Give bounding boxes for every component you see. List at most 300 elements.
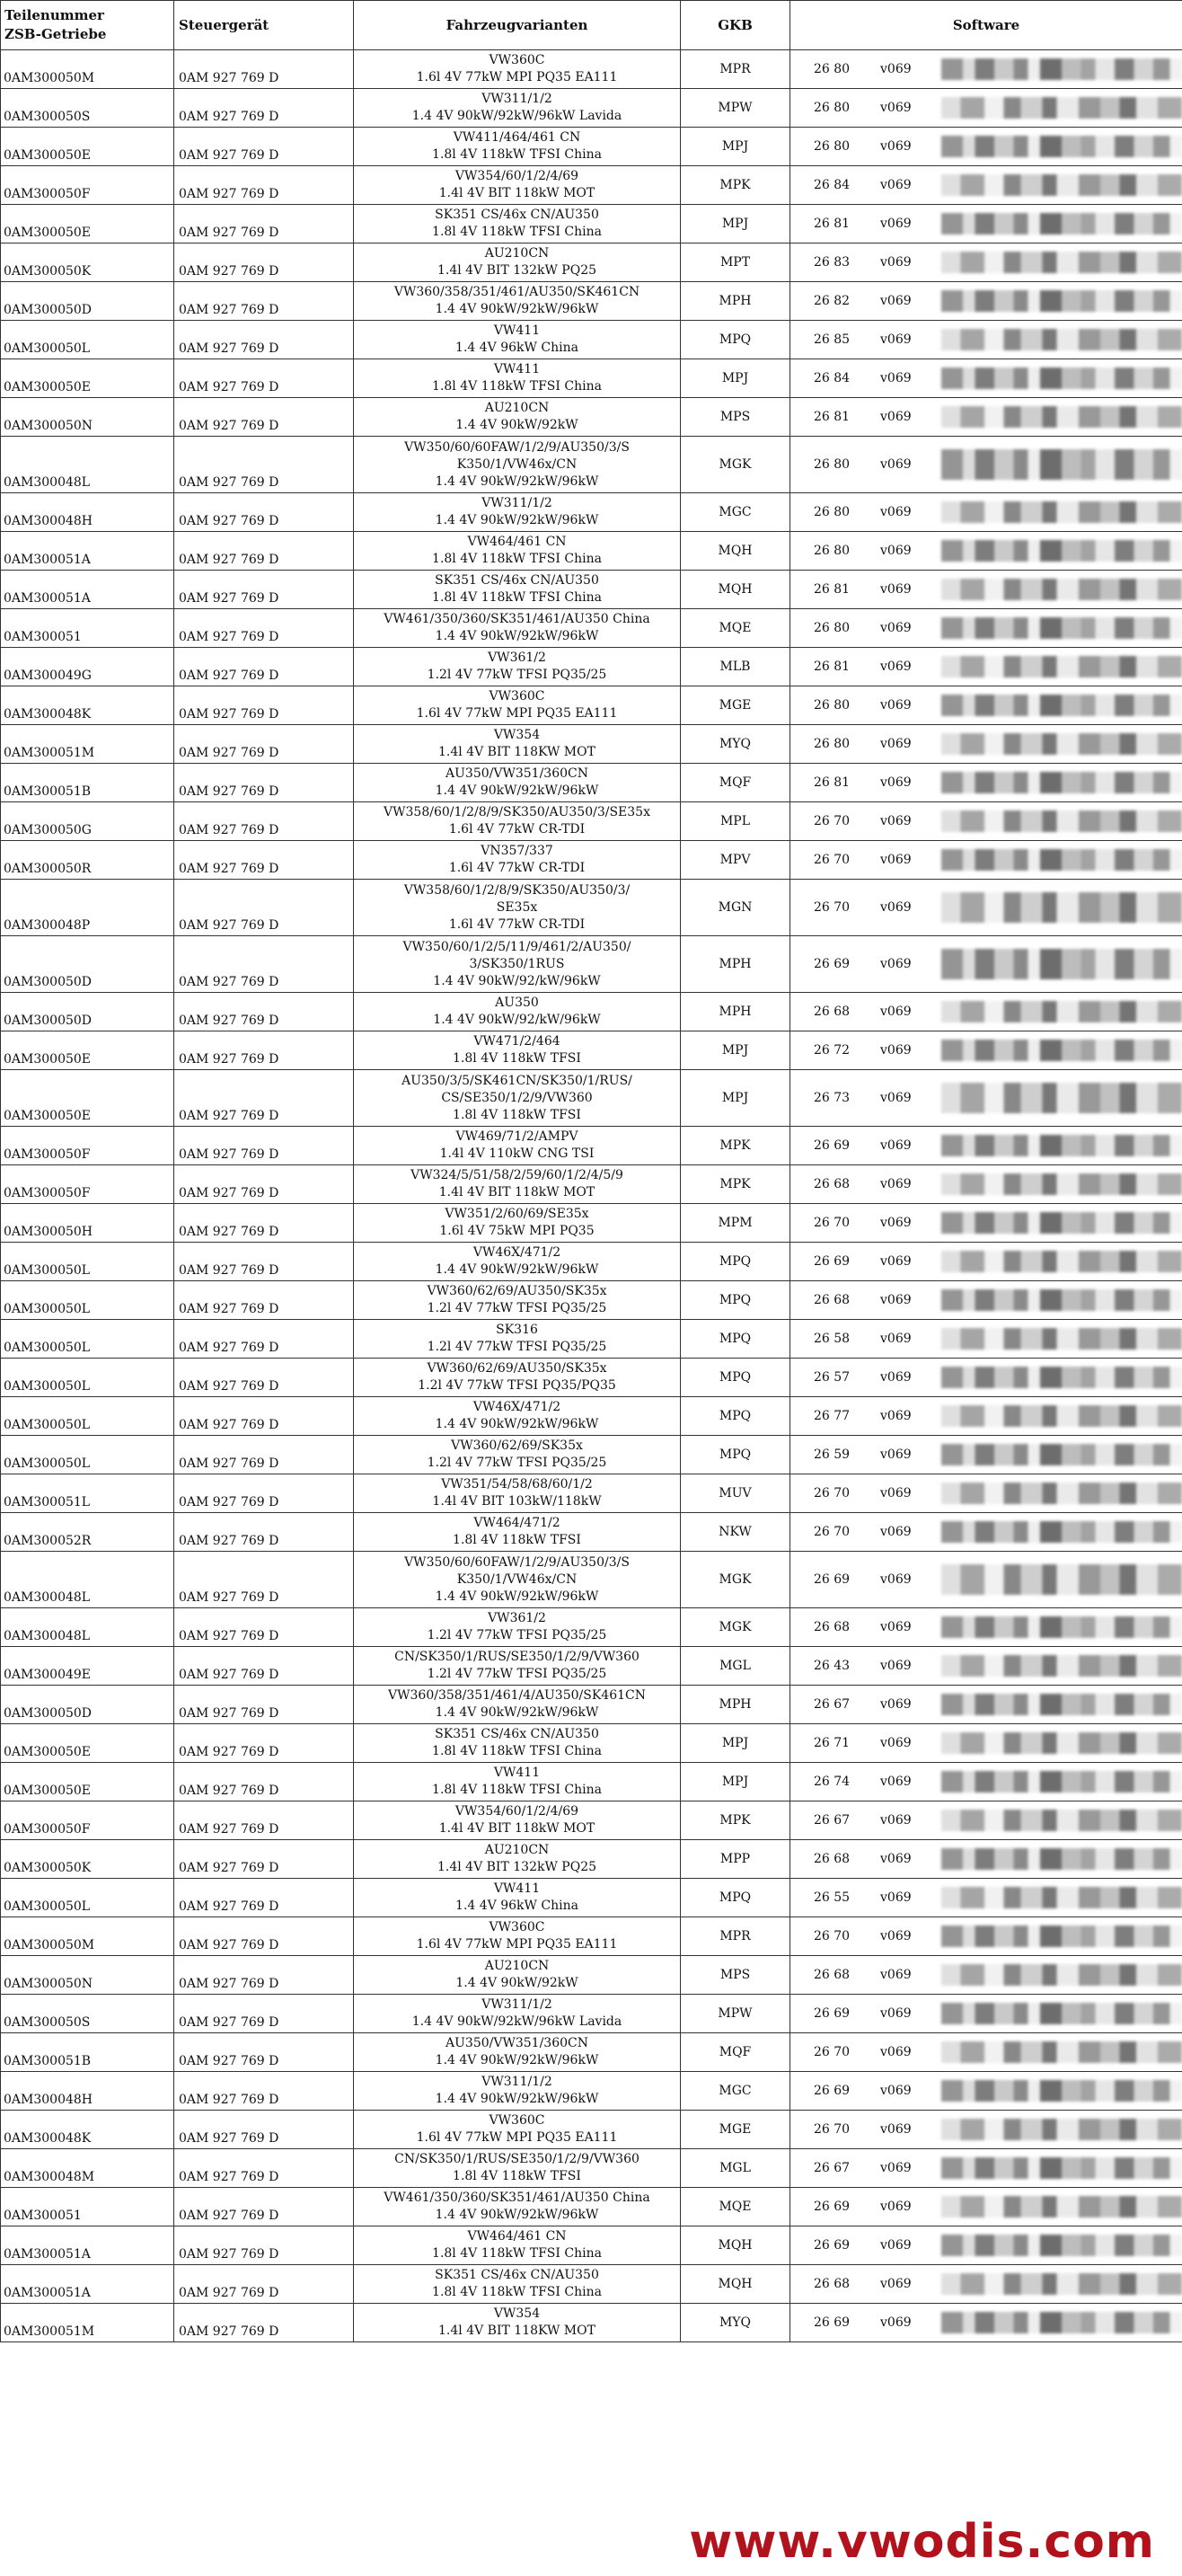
ecu-cell: 0AM 927 769 D [174, 1724, 354, 1763]
ecu-cell: 0AM 927 769 D [174, 282, 354, 321]
table-row [1, 609, 1182, 648]
software-cell [790, 764, 1182, 802]
software-version: 26 69 [814, 2006, 851, 2021]
variant-line: 1.4 4V 96kW China [455, 341, 578, 355]
variants-cell [354, 2304, 681, 2342]
ecu-cell: 0AM 927 769 D [174, 2265, 354, 2304]
table-row [1, 2072, 1182, 2111]
software-cell [790, 1917, 1182, 1956]
redacted-software-blur [941, 2157, 1182, 2179]
table-row [1, 398, 1182, 437]
ecu-cell: 0AM 927 769 D [174, 880, 354, 936]
table-row [1, 1647, 1182, 1686]
software-cell [790, 841, 1182, 880]
gkb-cell: NKW [681, 1513, 790, 1552]
variant-line: VW360C [489, 53, 545, 67]
software-cell [790, 2265, 1182, 2304]
variants-cell [354, 686, 681, 725]
software-code: v069 [880, 371, 912, 385]
software-version: 26 70 [814, 1525, 851, 1539]
ecu-cell: 0AM 927 769 D [174, 993, 354, 1031]
variant-line: VW354/60/1/2/4/69 [454, 1804, 579, 1819]
variants-cell [354, 1608, 681, 1647]
variants-cell [354, 1070, 681, 1127]
variant-line: 1.8l 4V 118kW TFSI [453, 1107, 581, 1122]
table-row [1, 2033, 1182, 2072]
variant-line: VW324/5/51/58/2/59/60/1/2/4/5/9 [410, 1168, 623, 1182]
software-code: v069 [880, 659, 912, 674]
redacted-software-blur [941, 1405, 1182, 1427]
variant-line: VW471/2/464 [473, 1034, 560, 1049]
gkb-cell: MPW [681, 89, 790, 128]
redacted-software-blur [941, 501, 1182, 523]
software-code: v069 [880, 294, 912, 308]
redacted-software-blur [941, 2119, 1182, 2140]
variant-line: VW351/54/58/68/60/1/2 [441, 1477, 593, 1492]
software-cell [790, 1686, 1182, 1724]
table-row [1, 686, 1182, 725]
ecu-cell: 0AM 927 769 D [174, 128, 354, 166]
variant-line: SK351 CS/46x CN/AU350 [435, 573, 599, 588]
software-cell [790, 1397, 1182, 1436]
software-version: 26 72 [814, 1043, 851, 1058]
table-row [1, 841, 1182, 880]
part-number-cell: 0AM300050M [1, 1917, 174, 1956]
part-number-cell: 0AM300051A [1, 2265, 174, 2304]
redacted-software-blur [941, 2196, 1182, 2217]
variant-line: AU210CN [484, 401, 550, 415]
software-code: v069 [880, 2315, 912, 2330]
gkb-cell: MGE [681, 2111, 790, 2149]
ecu-cell: 0AM 927 769 D [174, 1513, 354, 1552]
software-version: 26 69 [814, 1138, 851, 1153]
gkb-cell: MPL [681, 802, 790, 841]
variant-line: VW311/1/2 [481, 1997, 552, 2012]
variant-line: VW358/60/1/2/8/9/SK350/AU350/3/SE35x [384, 805, 650, 819]
software-code: v069 [880, 957, 912, 971]
variant-line: VW361/2 [488, 651, 546, 665]
software-code: v069 [880, 2161, 912, 2175]
software-version: 26 80 [814, 139, 851, 154]
software-cell [790, 1801, 1182, 1840]
software-code: v069 [880, 1332, 912, 1346]
variants-cell [354, 2265, 681, 2304]
software-cell [790, 359, 1182, 398]
part-number-cell: 0AM300048P [1, 880, 174, 936]
redacted-software-blur [941, 849, 1182, 871]
software-version: 26 69 [814, 1254, 851, 1269]
software-version: 26 68 [814, 1852, 851, 1866]
part-number-cell: 0AM300048L [1, 1552, 174, 1608]
redacted-software-blur [941, 1925, 1182, 1947]
part-number-cell: 0AM300051A [1, 571, 174, 609]
software-cell [790, 1281, 1182, 1320]
variant-line: 1.4 4V 90kW/92/kW/96kW [433, 973, 601, 988]
variant-line: VW360/62/69/AU350/SK35x [427, 1284, 607, 1298]
variant-line: 1.8l 4V 118kW TFSI China [432, 1744, 602, 1758]
variants-cell [354, 2033, 681, 2072]
redacted-software-blur [941, 1289, 1182, 1311]
software-version: 26 80 [814, 737, 851, 751]
part-number-cell: 0AM300048K [1, 686, 174, 725]
variant-line: 1.6l 4V 77kW MPI PQ35 EA111 [416, 70, 618, 84]
variants-cell [354, 648, 681, 686]
software-code: v069 [880, 178, 912, 192]
software-version: 26 73 [814, 1091, 851, 1105]
variant-line: SK351 CS/46x CN/AU350 [435, 1727, 599, 1741]
software-cell [790, 1513, 1182, 1552]
variant-line: 1.4 4V 90kW/92kW/96kW Lavida [411, 2014, 622, 2029]
part-number-cell: 0AM300049G [1, 648, 174, 686]
part-number-cell: 0AM300050D [1, 993, 174, 1031]
variant-line: VW464/461 CN [467, 535, 567, 549]
variant-line: 1.4 4V 90kW/92kW/96kW [435, 1589, 599, 1604]
part-number-cell: 0AM300048H [1, 493, 174, 532]
table-row [1, 1359, 1182, 1397]
variants-cell [354, 802, 681, 841]
part-number-cell: 0AM300048K [1, 2111, 174, 2149]
ecu-cell: 0AM 927 769 D [174, 1031, 354, 1070]
gkb-cell: MPK [681, 1801, 790, 1840]
variants-cell [354, 1397, 681, 1436]
software-cell [790, 166, 1182, 205]
table-row [1, 1031, 1182, 1070]
gkb-cell: MUV [681, 1474, 790, 1513]
redacted-software-blur [941, 1810, 1182, 1831]
software-version: 26 43 [814, 1659, 851, 1673]
software-cell [790, 1840, 1182, 1879]
software-code: v069 [880, 217, 912, 231]
variants-cell [354, 89, 681, 128]
variant-line: VW46X/471/2 [472, 1245, 561, 1260]
redacted-software-blur [941, 97, 1182, 119]
gkb-cell: MQE [681, 609, 790, 648]
ecu-cell: 0AM 927 769 D [174, 648, 354, 686]
table-row [1, 936, 1182, 993]
software-version: 26 70 [814, 1929, 851, 1943]
part-number-cell: 0AM300050E [1, 1031, 174, 1070]
software-cell [790, 1243, 1182, 1281]
variants-cell [354, 1474, 681, 1513]
variant-line: 1.2l 4V 77kW TFSI PQ35/25 [427, 1667, 607, 1681]
variant-line: 1.4 4V 90kW/92kW/96kW [435, 1705, 599, 1720]
variants-cell [354, 1995, 681, 2033]
ecu-cell: 0AM 927 769 D [174, 243, 354, 282]
ecu-cell: 0AM 927 769 D [174, 1127, 354, 1165]
variants-cell [354, 398, 681, 437]
ecu-cell: 0AM 927 769 D [174, 2149, 354, 2188]
redacted-software-blur [941, 1694, 1182, 1715]
gkb-cell: MPJ [681, 128, 790, 166]
gkb-cell: MPS [681, 1956, 790, 1995]
software-code: v069 [880, 101, 912, 115]
part-number-cell: 0AM300050L [1, 1281, 174, 1320]
software-cell [790, 1995, 1182, 2033]
software-version: 26 80 [814, 544, 851, 558]
table-row [1, 880, 1182, 936]
part-number-cell: 0AM300050K [1, 243, 174, 282]
table-row [1, 764, 1182, 802]
ecu-cell: 0AM 927 769 D [174, 1608, 354, 1647]
header-part-sublabel: ZSB-Getriebe [4, 26, 107, 42]
redacted-software-blur [941, 1040, 1182, 1061]
variant-line: VW311/1/2 [481, 496, 552, 510]
redacted-software-blur [941, 1367, 1182, 1388]
redacted-software-blur [941, 136, 1182, 157]
software-code: v069 [880, 1005, 912, 1019]
header-part-number [1, 1, 174, 50]
ecu-cell: 0AM 927 769 D [174, 532, 354, 571]
software-cell [790, 1474, 1182, 1513]
variant-line: AU350/VW351/360CN [445, 2036, 588, 2050]
ecu-cell: 0AM 927 769 D [174, 936, 354, 993]
ecu-cell: 0AM 927 769 D [174, 2072, 354, 2111]
variant-line: AU210CN [484, 246, 550, 261]
software-cell [790, 89, 1182, 128]
redacted-software-blur [941, 1521, 1182, 1543]
ecu-cell: 0AM 927 769 D [174, 1686, 354, 1724]
redacted-software-blur [941, 1848, 1182, 1870]
variant-line: 1.2l 4V 77kW TFSI PQ35/25 [427, 1340, 607, 1354]
software-cell [790, 1552, 1182, 1608]
variants-cell [354, 1840, 681, 1879]
gkb-cell: MPQ [681, 1320, 790, 1359]
variant-line: 1.4l 4V 110kW CNG TSI [439, 1146, 595, 1161]
gkb-cell: MPQ [681, 1243, 790, 1281]
variant-line: VW411 [493, 362, 541, 376]
variants-cell [354, 1956, 681, 1995]
variant-line: 1.2l 4V 77kW TFSI PQ35/25 [427, 1456, 607, 1470]
table-row [1, 725, 1182, 764]
part-number-cell: 0AM300050E [1, 205, 174, 243]
variants-cell [354, 1127, 681, 1165]
variant-line: 1.2l 4V 77kW TFSI PQ35/PQ35 [418, 1378, 616, 1393]
gkb-cell: MQH [681, 2265, 790, 2304]
variant-line: VW360/62/69/SK35x [451, 1438, 583, 1453]
gkb-cell: MPQ [681, 1359, 790, 1397]
variant-line: VW354 [493, 2306, 541, 2321]
gkb-cell: MPK [681, 1127, 790, 1165]
software-version: 26 70 [814, 900, 851, 915]
gkb-cell: MPQ [681, 1879, 790, 1917]
variant-line: VN357/337 [481, 844, 553, 858]
software-version: 26 69 [814, 2084, 851, 2098]
variant-line: 1.4 4V 90kW/92kW [455, 418, 578, 432]
variants-cell [354, 880, 681, 936]
redacted-software-blur [941, 213, 1182, 235]
software-code: v069 [880, 1852, 912, 1866]
ecu-cell: 0AM 927 769 D [174, 2304, 354, 2342]
software-code: v069 [880, 2006, 912, 2021]
software-cell [790, 532, 1182, 571]
part-number-cell: 0AM300051A [1, 2226, 174, 2265]
part-number-cell: 0AM300050F [1, 1127, 174, 1165]
table-row [1, 648, 1182, 686]
gkb-cell: MYQ [681, 725, 790, 764]
software-version: 26 69 [814, 2315, 851, 2330]
variant-line: 1.8l 4V 118kW TFSI China [432, 552, 602, 566]
software-code: v069 [880, 2122, 912, 2137]
ecu-cell: 0AM 927 769 D [174, 2033, 354, 2072]
software-code: v069 [880, 1486, 912, 1500]
software-code: v069 [880, 853, 912, 867]
part-number-cell: 0AM300050L [1, 321, 174, 359]
variants-cell [354, 936, 681, 993]
variants-cell [354, 359, 681, 398]
table-row [1, 1686, 1182, 1724]
redacted-software-blur [941, 1483, 1182, 1504]
redacted-software-blur [941, 58, 1182, 80]
variants-cell [354, 128, 681, 166]
redacted-software-blur [941, 2003, 1182, 2024]
ecu-cell: 0AM 927 769 D [174, 1879, 354, 1917]
ecu-cell: 0AM 927 769 D [174, 725, 354, 764]
variant-line: 1.6l 4V 77kW MPI PQ35 EA111 [416, 2130, 618, 2145]
variant-line: VW411/464/461 CN [453, 130, 581, 145]
software-version: 26 80 [814, 505, 851, 519]
table-row [1, 1917, 1182, 1956]
ecu-cell: 0AM 927 769 D [174, 1281, 354, 1320]
redacted-software-blur [941, 406, 1182, 428]
ecu-cell: 0AM 927 769 D [174, 841, 354, 880]
software-cell [790, 609, 1182, 648]
ecu-cell: 0AM 927 769 D [174, 398, 354, 437]
software-version: 26 57 [814, 1370, 851, 1385]
part-number-cell: 0AM300050L [1, 1243, 174, 1281]
gkb-cell: MPV [681, 841, 790, 880]
software-code: v069 [880, 1370, 912, 1385]
gkb-cell: MGC [681, 2072, 790, 2111]
gkb-cell: MGL [681, 1647, 790, 1686]
variant-line: VW360C [489, 689, 545, 704]
part-number-cell: 0AM300050S [1, 89, 174, 128]
software-code: v069 [880, 1968, 912, 1982]
variant-line: 1.4 4V 90kW/92kW/96kW [435, 783, 599, 798]
redacted-software-blur [941, 2235, 1182, 2256]
variant-line: 1.4l 4V BIT 132kW PQ25 [437, 1860, 597, 1874]
part-number-cell: 0AM300050L [1, 1359, 174, 1397]
gkb-cell: MPH [681, 282, 790, 321]
table-row [1, 1513, 1182, 1552]
variants-cell [354, 1763, 681, 1801]
redacted-software-blur [941, 949, 1182, 980]
gkb-cell: MGK [681, 437, 790, 493]
part-number-cell: 0AM300050F [1, 1801, 174, 1840]
variant-line: 1.6l 4V 75kW MPI PQ35 [439, 1224, 595, 1238]
software-cell [790, 648, 1182, 686]
table-row [1, 1801, 1182, 1840]
software-code: v069 [880, 505, 912, 519]
table-row [1, 128, 1182, 166]
software-code: v069 [880, 582, 912, 597]
part-number-cell: 0AM300048M [1, 2149, 174, 2188]
software-version: 26 59 [814, 1447, 851, 1462]
variant-line: AU210CN [484, 1959, 550, 1973]
software-version: 26 83 [814, 255, 851, 270]
software-version: 26 55 [814, 1890, 851, 1905]
ecu-cell: 0AM 927 769 D [174, 1359, 354, 1397]
software-version: 26 77 [814, 1409, 851, 1423]
ecu-cell: 0AM 927 769 D [174, 1320, 354, 1359]
software-cell [790, 398, 1182, 437]
ecu-cell: 0AM 927 769 D [174, 1474, 354, 1513]
variant-line: 1.8l 4V 118kW TFSI [453, 2169, 581, 2183]
software-code: v069 [880, 1890, 912, 1905]
redacted-software-blur [941, 1173, 1182, 1195]
redacted-software-blur [941, 579, 1182, 600]
variants-cell [354, 50, 681, 89]
variant-line: 1.4 4V 90kW/92kW/96kW [435, 513, 599, 527]
variant-line: 1.4l 4V BIT 118kW MOT [438, 186, 595, 200]
part-number-cell: 0AM300050E [1, 1724, 174, 1763]
software-version: 26 70 [814, 814, 851, 828]
part-number-cell: 0AM300048L [1, 1608, 174, 1647]
variant-line: 1.8l 4V 118kW TFSI [453, 1533, 581, 1547]
gkb-cell: MLB [681, 648, 790, 686]
part-number-cell: 0AM300050L [1, 1320, 174, 1359]
software-cell [790, 1956, 1182, 1995]
software-cell [790, 437, 1182, 493]
software-code: v069 [880, 1447, 912, 1462]
table-row [1, 1243, 1182, 1281]
part-number-cell: 0AM300050E [1, 128, 174, 166]
gkb-cell: MPK [681, 1165, 790, 1204]
software-version: 26 81 [814, 217, 851, 231]
table-row [1, 2188, 1182, 2226]
variant-line: 1.4l 4V BIT 103kW/118kW [432, 1494, 602, 1509]
gkb-cell: MPT [681, 243, 790, 282]
software-code: v069 [880, 332, 912, 347]
redacted-software-blur [941, 2041, 1182, 2063]
software-code: v069 [880, 2084, 912, 2098]
variants-cell [354, 764, 681, 802]
software-cell [790, 2111, 1182, 2149]
redacted-software-blur [941, 1564, 1182, 1596]
table-row [1, 89, 1182, 128]
variants-cell [354, 2149, 681, 2188]
ecu-cell: 0AM 927 769 D [174, 571, 354, 609]
part-number-cell: 0AM300051 [1, 2188, 174, 2226]
part-number-cell: 0AM300050D [1, 1686, 174, 1724]
variant-line: 1.8l 4V 118kW TFSI China [432, 590, 602, 605]
redacted-software-blur [941, 174, 1182, 196]
software-code: v069 [880, 1775, 912, 1789]
software-cell [790, 2149, 1182, 2188]
software-version: 26 81 [814, 775, 851, 790]
variants-cell [354, 166, 681, 205]
redacted-software-blur [941, 540, 1182, 562]
table-row [1, 321, 1182, 359]
header-variants: Fahrzeugvarianten [354, 1, 681, 50]
software-version: 26 67 [814, 1697, 851, 1712]
variant-line: VW354 [493, 728, 541, 742]
variant-line: 1.4 4V 90kW/92kW/96kW [435, 302, 599, 316]
ecu-cell: 0AM 927 769 D [174, 205, 354, 243]
table-row [1, 2265, 1182, 2304]
software-version: 26 81 [814, 582, 851, 597]
software-version: 26 58 [814, 1332, 851, 1346]
software-cell [790, 1320, 1182, 1359]
part-number-cell: 0AM300048H [1, 2072, 174, 2111]
part-number-cell: 0AM300050H [1, 1204, 174, 1243]
redacted-software-blur [941, 892, 1182, 924]
software-version: 26 71 [814, 1736, 851, 1750]
header-ecu: Steuergerät [174, 1, 354, 50]
table-row [1, 1879, 1182, 1917]
software-cell [790, 128, 1182, 166]
software-cell [790, 205, 1182, 243]
ecu-cell: 0AM 927 769 D [174, 359, 354, 398]
